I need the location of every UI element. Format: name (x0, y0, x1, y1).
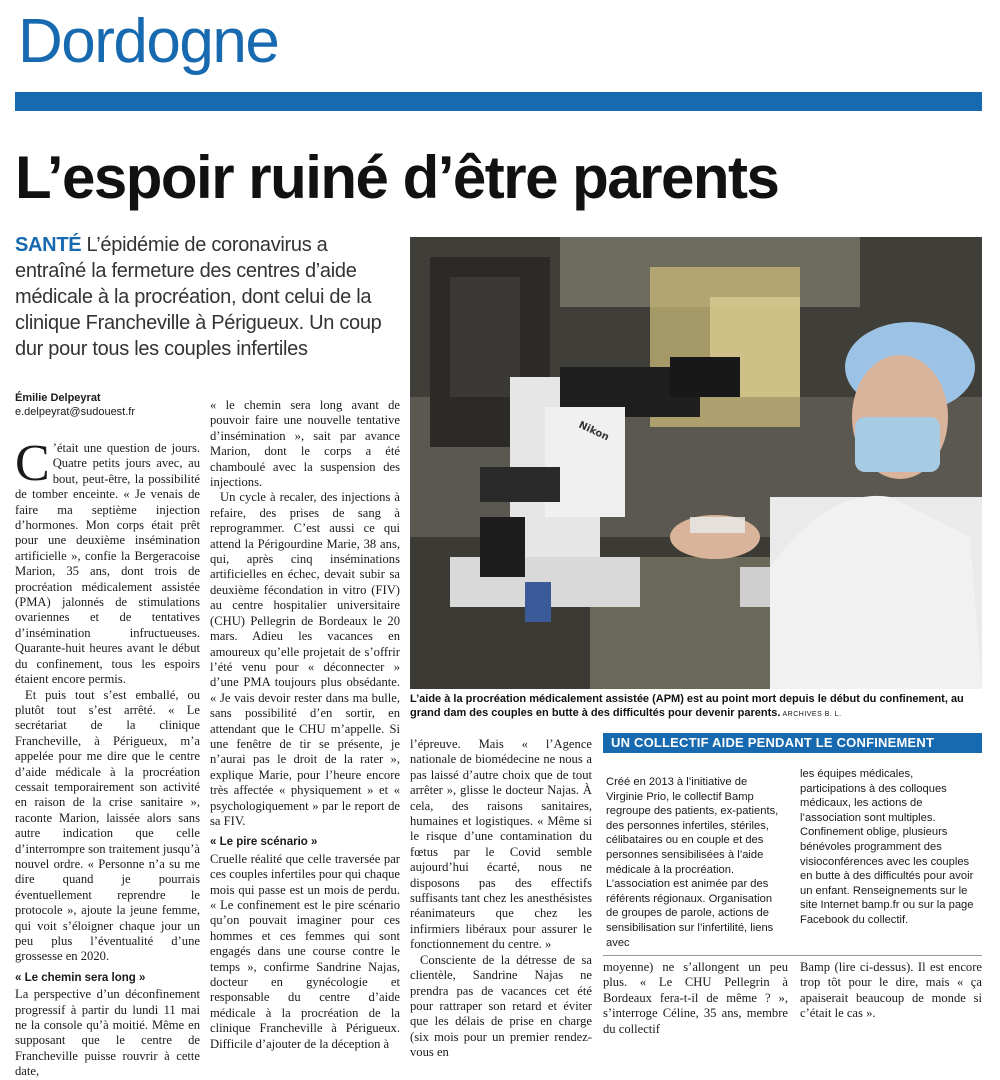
paragraph: Un cycle à recaler, des injections à refaire, des prises de sang à reprogrammer. C’est aussi ce qui attend la Périgourdine Marie, 38 ans, qui, après cinq inséminations artificielles en échec, devait subir sa deuxième fécondation in vitro (FIV) au centre hospitalier universitaire (CHU) Pellegrin de Bordeaux le 20 mars. Adieu les vacances en amoureux qu’elle projetait de s’offrir l’été venu pour « déconnecter » d’une PMA toujours plus obsédante. « Je vais devoir rester dans ma bulle, sans possibilité d’en sortir, en attendant que le CHU m’appelle. Si une fenêtre de tir se présente, je n’aurai pas le droit de la rater », explique Marie, pour l’heure encore très affectée « physiquement » et « psychologiquement » par le report de sa FIV. (210, 490, 400, 828)
paragraph: Cruelle réalité que celle traversée par ces couples infertiles pour qui chaque mois qui passe est un mois de perdu. « Le confinement est le pire scénario qu’on pouvait imaginer pour ces hommes et ces femmes qui sont engagés dans une course contre le temps », confirme Sandrine Najas, docteur en gynécologie et responsable du centre d’aide médicale à la procréation de la clinique Francheville à Périgueux. Difficile d’ajouter de la déception à (210, 851, 400, 1051)
paragraph-text: ’était une question de jours. Quatre petits jours avec, au bout, peut-être, la possibilité de tomber enceinte. « Je venais de faire ma septième injection d’hormones. Mon corps était prêt pour une deuxième insémination artificielle », confie la Bergeracoise Marion, 35 ans, dont trois de procréation médicalement assistée (PMA) jalonnés de stimulations ovariennes et de tentatives d’insémination infructueuses. Quarante-huit heures avant le début du confinement, tous les espoirs étaient encore permis. (15, 441, 200, 687)
info-box-left: Créé en 2013 à l’initiative de Virginie Prio, le collectif Bamp regroupe des patients, ex-patients, des personnes infertiles, stériles, célibataires ou en couple et des personnes sensibilisées à l’aide médicale à la procréation. L’association est animée par des référents régionaux. Organisation de groupes de parole, actions de sensibilisation sur l’infertilité, liens avec (606, 776, 779, 949)
paragraph: La perspective d’un déconfinement progressif à partir du lundi 11 mai ne la console qu’à moitié. Même en supposant que le centre de Francheville puisse rouvrir à cette date, (15, 987, 200, 1079)
lede-text: L’épidémie de coronavirus a entraîné la fermeture des centres d’aide médicale à la procréation, dont celui de la clinique Francheville à Périgueux. Un coup dur pour tous les couples infertiles (15, 234, 382, 360)
section-title: Dordogne (18, 7, 279, 76)
section-rule (15, 92, 982, 111)
photo-credit: ARCHIVES B. L. (780, 711, 842, 718)
microscope-brand: Nikon (576, 419, 611, 444)
article-photo (410, 237, 982, 689)
article-column-3 (410, 737, 592, 1061)
article-column-2 (210, 398, 400, 1052)
caption-text: L’aide à la procréation médicalement assistée (APM) est au point mort depuis le début du confinement, au grand dam des couples en butte à des difficultés pour devenir parents. (410, 693, 964, 719)
article-column-5 (800, 960, 982, 1022)
info-box-title: UN COLLECTIF AIDE PENDANT LE CONFINEMENT (603, 733, 982, 753)
box-divider (603, 955, 982, 956)
info-box-right: les équipes médicales, participations à des colloques médicaux, les actions de l’association sont multiples. Confinement oblige, plusieurs bénévoles programment des visioconférences avec les couples en butte à des difficultés pour avoir un enfant. Renseignements sur le site Internet bamp.fr ou sur la page Facebook du collectif. (800, 768, 974, 926)
paragraph: moyenne) ne s’allongent un peu plus. « Le CHU Pellegrin à Bordeaux fera-t-il de même ? », s’interroge Céline, 35 ans, membre du collectif (603, 960, 788, 1036)
drop-cap: C (15, 435, 50, 492)
paragraph (15, 435, 200, 688)
byline (15, 391, 135, 419)
author-email[interactable]: e.delpeyrat@sudouest.fr (15, 406, 136, 418)
author-name: Émilie Delpeyrat (15, 392, 101, 404)
paragraph: Et puis tout s’est emballé, ou plutôt tout s’est arrêté. « Le secrétariat de la clinique Francheville, à Périgueux, m’a appelée pour me dire que le centre d’aide médicale à la procréation cessait temporairement son activité en raison de la crise sanitaire », raconte Marion, laissée alors sans autre indication que celle d’interrompre son traitement jusqu’à nouvel ordre. « Personne n’a su me dire quand je pourrais éventuellement reprendre le protocole », ajoute la jeune femme, qui voit s’éloigner chaque jour un peu plus l’éventualité d’une grossesse en 2020. (15, 687, 201, 964)
lede (15, 232, 400, 362)
article-column-1 (15, 435, 201, 1080)
headline: L’espoir ruiné d’être parents (15, 144, 779, 211)
lab-scene-illustration (410, 237, 982, 689)
lede-kicker: SANTÉ (15, 234, 82, 256)
paragraph: l’épreuve. Mais « l’Agence nationale de biomédecine ne nous a pas laissé d’autre choix que de tout arrêter », glisse le docteur Najas. À cela, des raisons sanitaires, humaines et logistiques. « Même si le risque d’une contamination du fœtus par le Covid semble aujourd’hui écarté, nous ne disposons pas des effectifs suffisants tant chez les anesthésistes réanimateurs que chez les infirmiers libéraux pour assurer le fonctionnement du centre. » (410, 737, 592, 952)
paragraph: « le chemin sera long avant de pouvoir faire une nouvelle tentative d’insémination », sait par avance Marion, dont le corps a été chamboulé avec la suspension des injections. (210, 398, 400, 490)
article-column-4 (603, 960, 788, 1037)
subheading: « Le chemin sera long » (15, 971, 146, 984)
photo-caption (410, 692, 982, 722)
paragraph: Consciente de la détresse de sa clientèle, Sandrine Najas ne prendra pas de vacances cet été pour rattraper son retard et éviter que les délais de prise en charge (six mois pour un premier rendez-vous en (410, 952, 592, 1060)
subheading: « Le pire scénario » (210, 836, 318, 849)
paragraph: Bamp (lire ci-dessus). Il est encore trop tôt pour le dire, mais « ça apaiserait beaucoup de monde si c’était le cas ». (800, 960, 982, 1021)
